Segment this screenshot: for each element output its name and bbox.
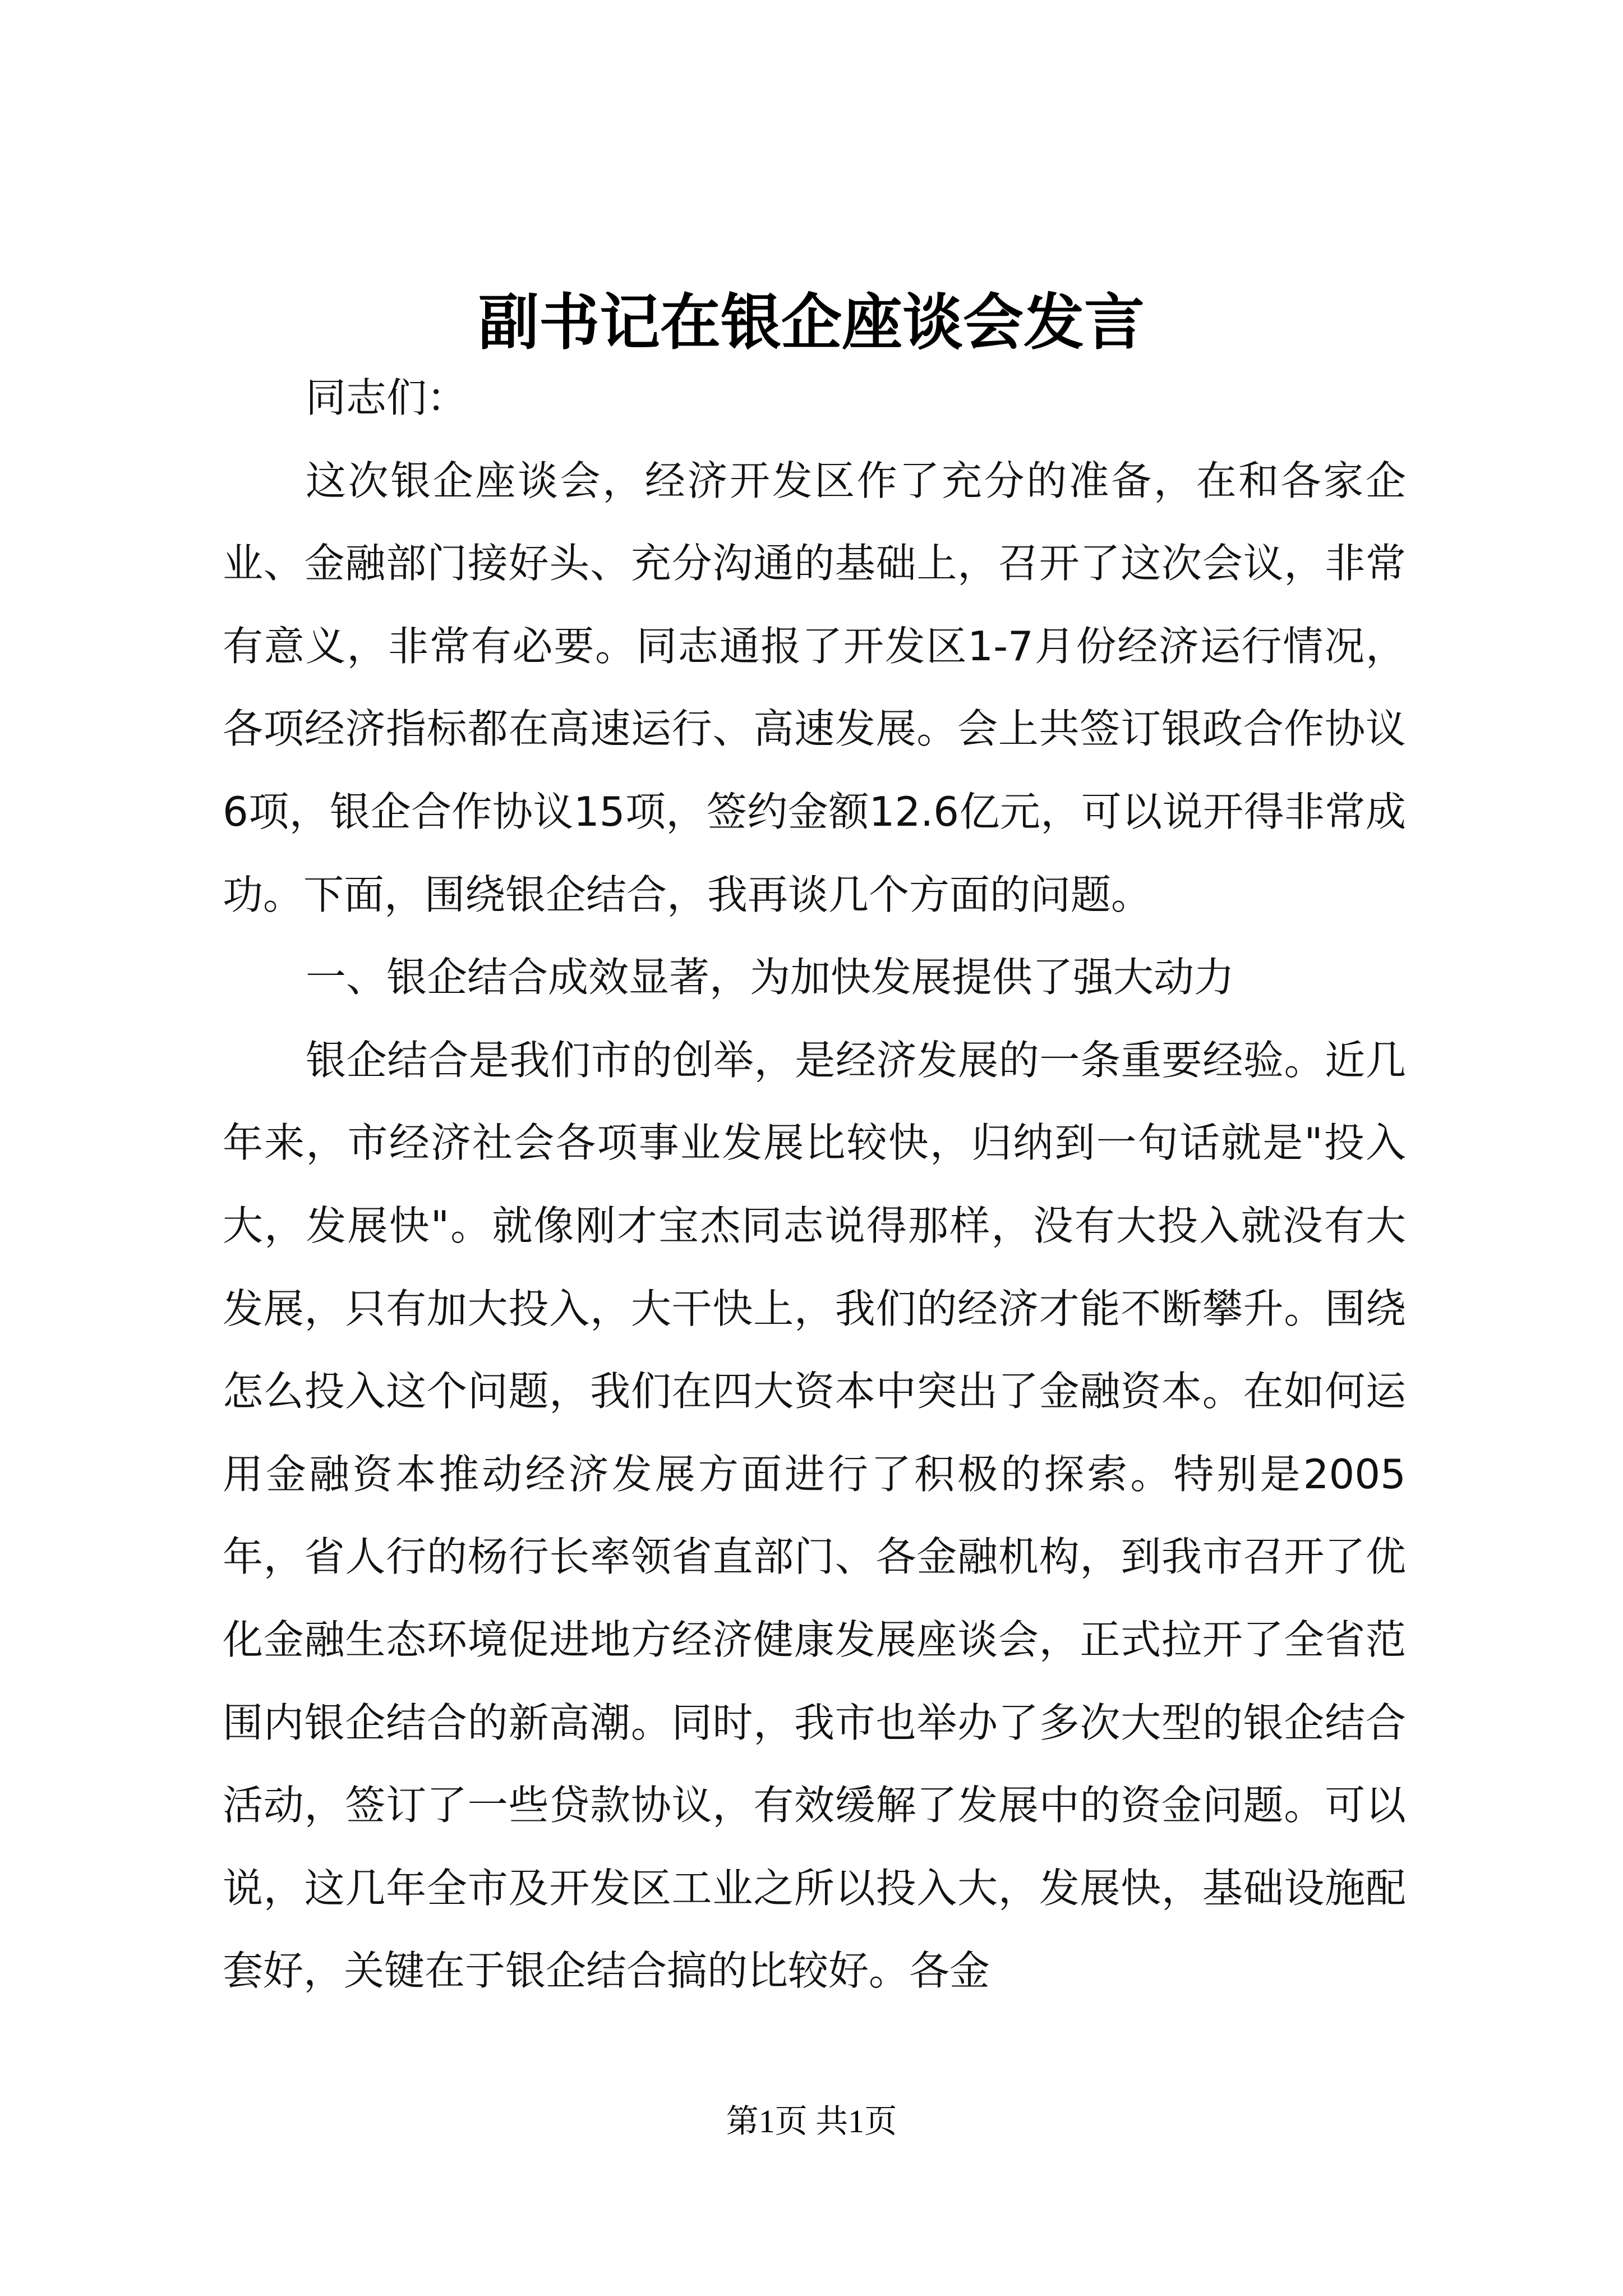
intro-paragraph: 这次银企座谈会，经济开发区作了充分的准备，在和各家企业、金融部门接好头、充分沟通的基础上，召开了这次会议，非常有意义，非常有必要。同志通报了开发区1-7月份经济运行情况，各项经济指标都在高速运行、高速发展。会上共签订银政合作协议6项，银企合作协议15项，签约金额12.6亿元，可以说开得非常成功。下面，围绕银企结合，我再谈几个方面的问题。	[223, 457, 1406, 918]
document-title: 副书记在银企座谈会发言	[478, 287, 1145, 358]
document-body	[223, 357, 1406, 2013]
page-footer: 第1页 共1页	[726, 2103, 897, 2139]
salutation-paragraph: 同志们：	[306, 374, 468, 421]
section-heading-1: 一、银企结合成效显著，为加快发展提供了强大动力	[306, 954, 1235, 1001]
body-paragraph: 银企结合是我们市的创举，是经济发展的一条重要经验。近几年来，市经济社会各项事业发展比较快，归纳到一句话就是"投入大，发展快"。就像刚才宝杰同志说得那样，没有大投入就没有大发展，只有加大投入，大干快上，我们的经济才能不断攀升。围绕怎么投入这个问题，我们在四大资本中突出了金融资本。在如何运用金融资本推动经济发展方面进行了积极的探索。特别是2005年，省人行的杨行长率领省直部门、各金融机构，到我市召开了优化金融生态环境促进地方经济健康发展座谈会，正式拉开了全省范围内银企结合的新高潮。同时，我市也举办了多次大型的银企结合活动，签订了一些贷款协议，有效缓解了发展中的资金问题。可以说，这几年全市及开发区工业之所以投入大，发展快，基础设施配套好，关键在于银企结合搞的比较好。各金	[223, 1036, 1406, 1995]
